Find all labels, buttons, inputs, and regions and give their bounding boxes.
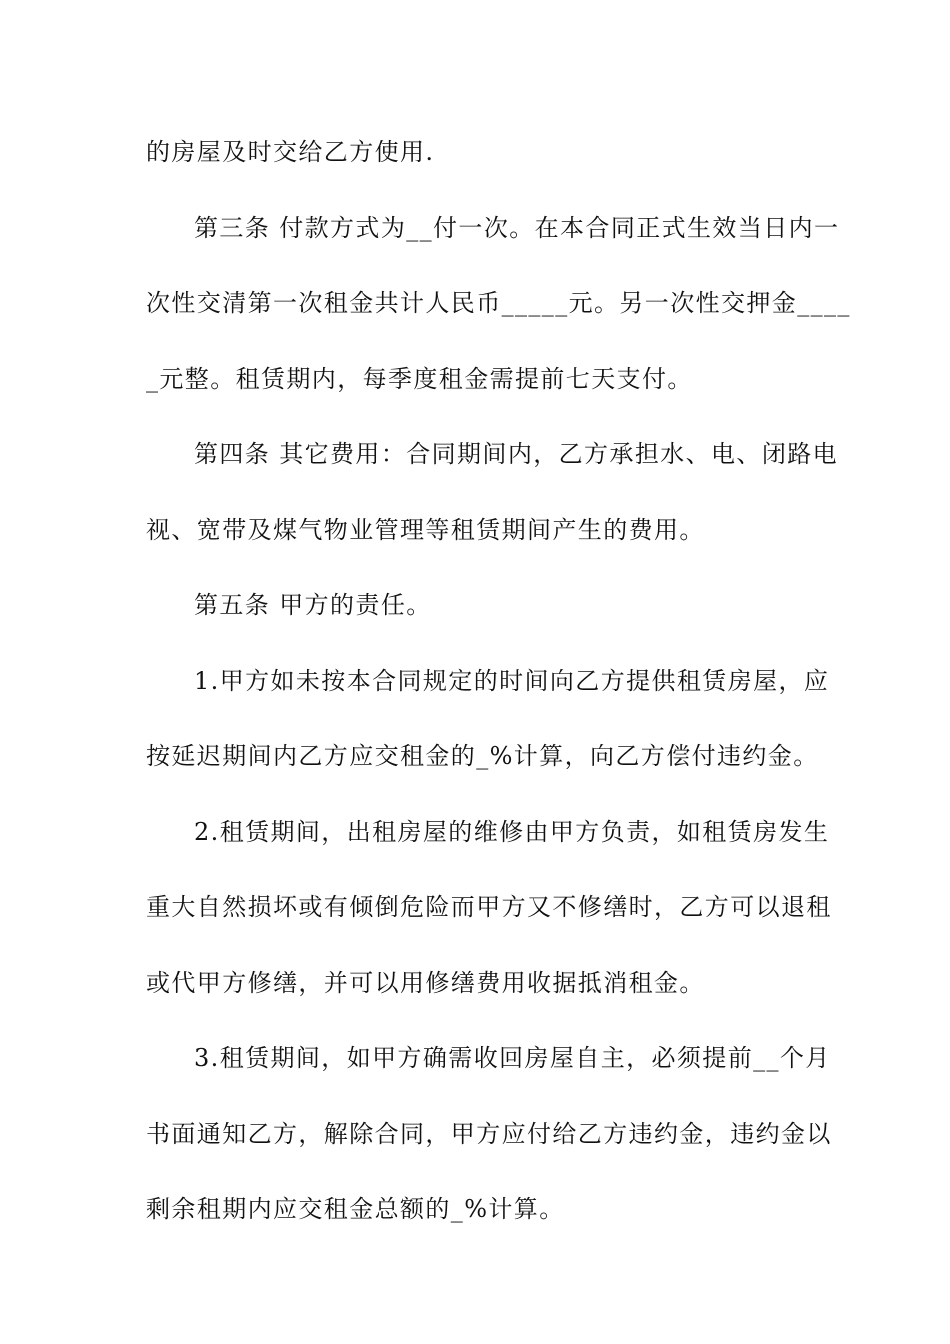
text-line: 视、宽带及煤气物业管理等租赁期间产生的费用。 [146,515,705,544]
text-line: 第四条 其它费用：合同期间内，乙方承担水、电、闭路电 [194,440,839,468]
text-line: 1.甲方如未按本合同规定的时间向乙方提供租赁房屋，应 [194,666,830,695]
text-line: 的房屋及时交给乙方使用. [146,138,435,166]
text-line: 次性交清第一次租金共计人民币_____元。另一次性交押金____ [146,289,851,317]
text-line: _元整。租赁期内，每季度租金需提前七天支付。 [146,364,693,393]
contract-body [146,120,851,1253]
text-line: 重大自然损坏或有倾倒危险而甲方又不修缮时，乙方可以退租 [146,893,832,921]
text-line: 2.租赁期间，出租房屋的维修由甲方负责，如租赁房发生 [194,817,830,846]
text-line: 按延迟期间内乙方应交租金的_%计算，向乙方偿付违约金。 [146,742,819,770]
text-line: 第三条 付款方式为__付一次。在本合同正式生效当日内一 [194,213,840,242]
text-line: 或代甲方修缮，并可以用修缮费用收据抵消租金。 [146,968,705,997]
text-line: 第五条 甲方的责任。 [194,591,432,619]
text-line: 3.租赁期间，如甲方确需收回房屋自主，必须提前__个月 [194,1044,831,1072]
text-line: 剩余租期内应交租金总额的_%计算。 [146,1195,565,1223]
text-line: 书面通知乙方，解除合同，甲方应付给乙方违约金，违约金以 [146,1119,832,1148]
